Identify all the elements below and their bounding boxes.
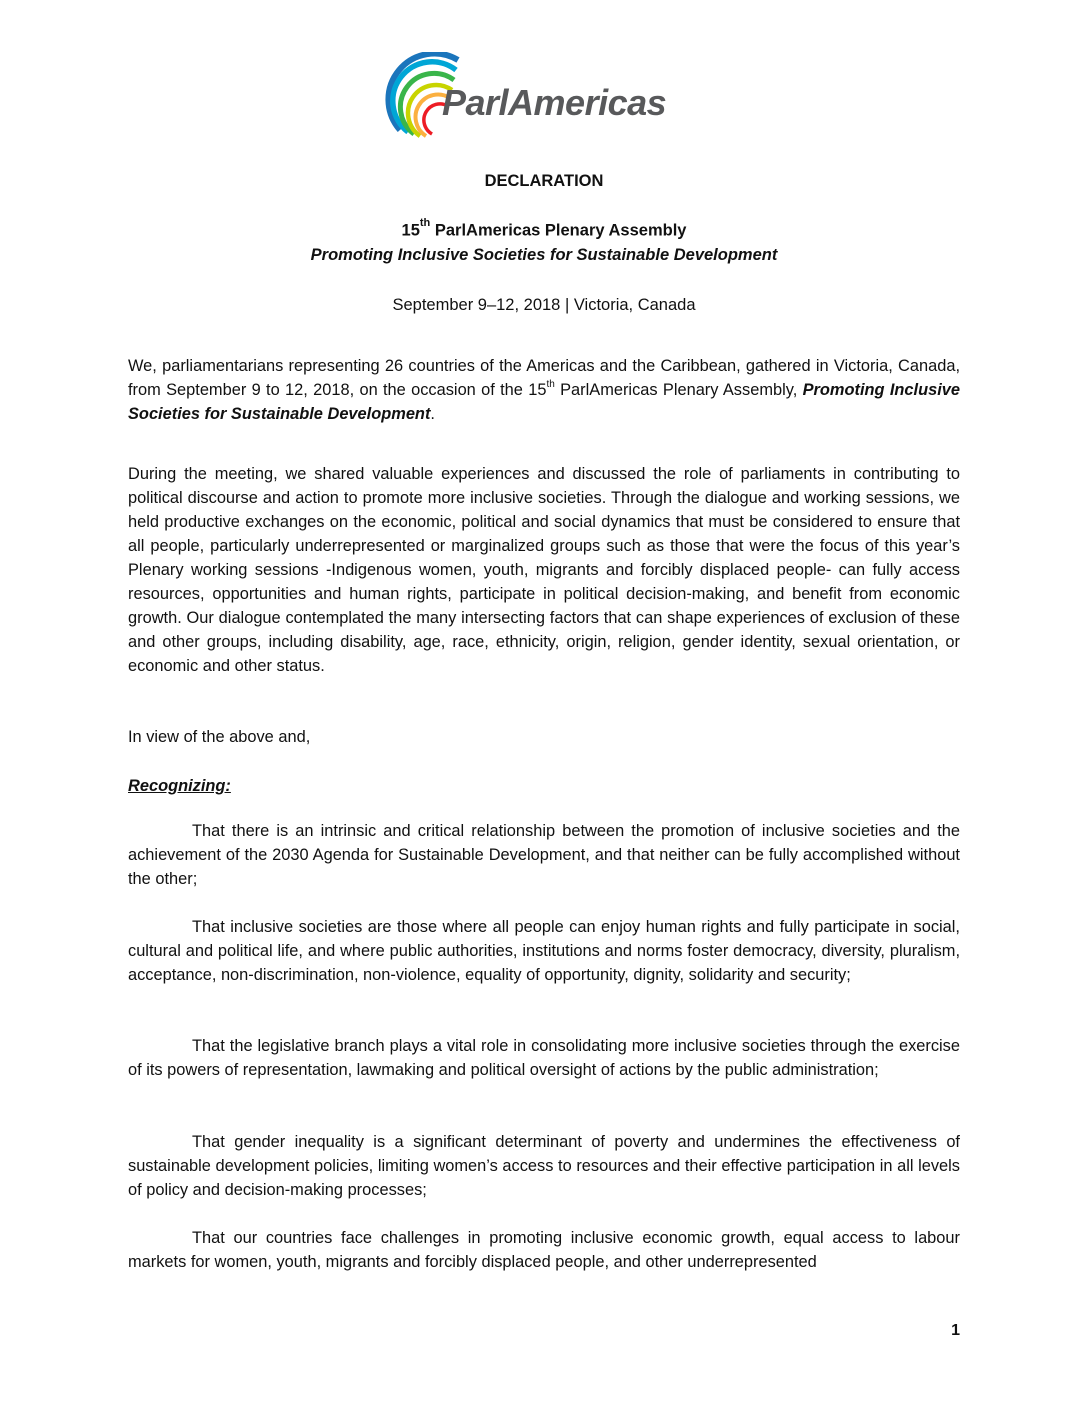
parlamericas-logo <box>380 52 700 144</box>
assembly-subtitle: Promoting Inclusive Societies for Sustainable Development <box>310 246 778 264</box>
meeting-paragraph: During the meeting, we shared valuable experiences and discussed the role of parliaments in contributing to political discourse and action to promote more inclusive societies. Through the dialogue and working sessions, we held productive exchanges on the economic, political and social dynamics that must be considered to ensure that all people, particularly underrepresented or marginalized groups such as those that were the focus of this year’s Plenary working sessions -Indigenous women, youth, migrants and forcibly displaced people- can fully access resources, opportunities and human rights, participate in political decision-making, and benefit from economic growth. Our dialogue contemplated the many intersecting factors that can shape experiences of exclusion of these and other groups, including disability, age, race, ethnicity, origin, religion, gender identity, sexual orientation, or economic and other status. <box>128 465 960 675</box>
recognizing-heading <box>128 774 960 798</box>
recognizing-item: That there is an intrinsic and critical relationship between the promotion of inclusive societies and the achievement of the 2030 Agenda for Sustainable Development, and that neither can be fully accomplished without the other; <box>128 822 960 888</box>
intro-theme: Promoting Inclusive Societies for Sustainable Development <box>128 381 960 423</box>
recognizing-item: That gender inequality is a significant determinant of poverty and undermines the effectiveness of sustainable development policies, limiting women’s access to resources and their effective participation in all levels of policy and decision-making processes; <box>128 1133 960 1199</box>
recognizing-item: That inclusive societies are those where all people can enjoy human rights and fully participate in social, cultural and political life, and where public authorities, institutions and norms foster democracy, diversity, pluralism, acceptance, non-discrimination, non-violence, equality of opportunity, dignity, solidarity and security; <box>128 918 960 984</box>
assembly-title <box>128 217 960 241</box>
intro-text-1: We, parliamentarians representing 26 countries of the Americas and the Caribbean, gathered in Victoria, Canada, from September 9 to 12, 2018, on the occasion of the 15 <box>128 357 960 399</box>
intro-end: . <box>430 405 435 423</box>
recognizing-item: That the legislative branch plays a vital role in consolidating more inclusive societies through the exercise of its powers of representation, lawmaking and political oversight of actions by the public administration; <box>128 1037 960 1079</box>
date-location: September 9–12, 2018 | Victoria, Canada <box>392 296 696 314</box>
intro-text-2: ParlAmericas Plenary Assembly, <box>554 381 803 399</box>
assembly-name: ParlAmericas Plenary Assembly <box>430 221 687 240</box>
document-title: DECLARATION <box>484 172 604 190</box>
recognizing-item: That our countries face challenges in promoting inclusive economic growth, equal access to labour markets for women, youth, migrants and forcibly displaced people, and other underrepresented <box>128 1229 960 1271</box>
intro-paragraph <box>128 354 960 426</box>
logo-wordmark: ParlAmericas <box>442 82 667 123</box>
assembly-ordinal: 15 <box>401 221 420 240</box>
recognizing-label: Recognizing: <box>128 777 231 795</box>
view-line: In view of the above and, <box>128 728 311 746</box>
intro-ordinal-suffix: th <box>546 378 555 390</box>
assembly-ordinal-suffix: th <box>419 217 431 229</box>
page-number: 1 <box>951 1322 960 1339</box>
